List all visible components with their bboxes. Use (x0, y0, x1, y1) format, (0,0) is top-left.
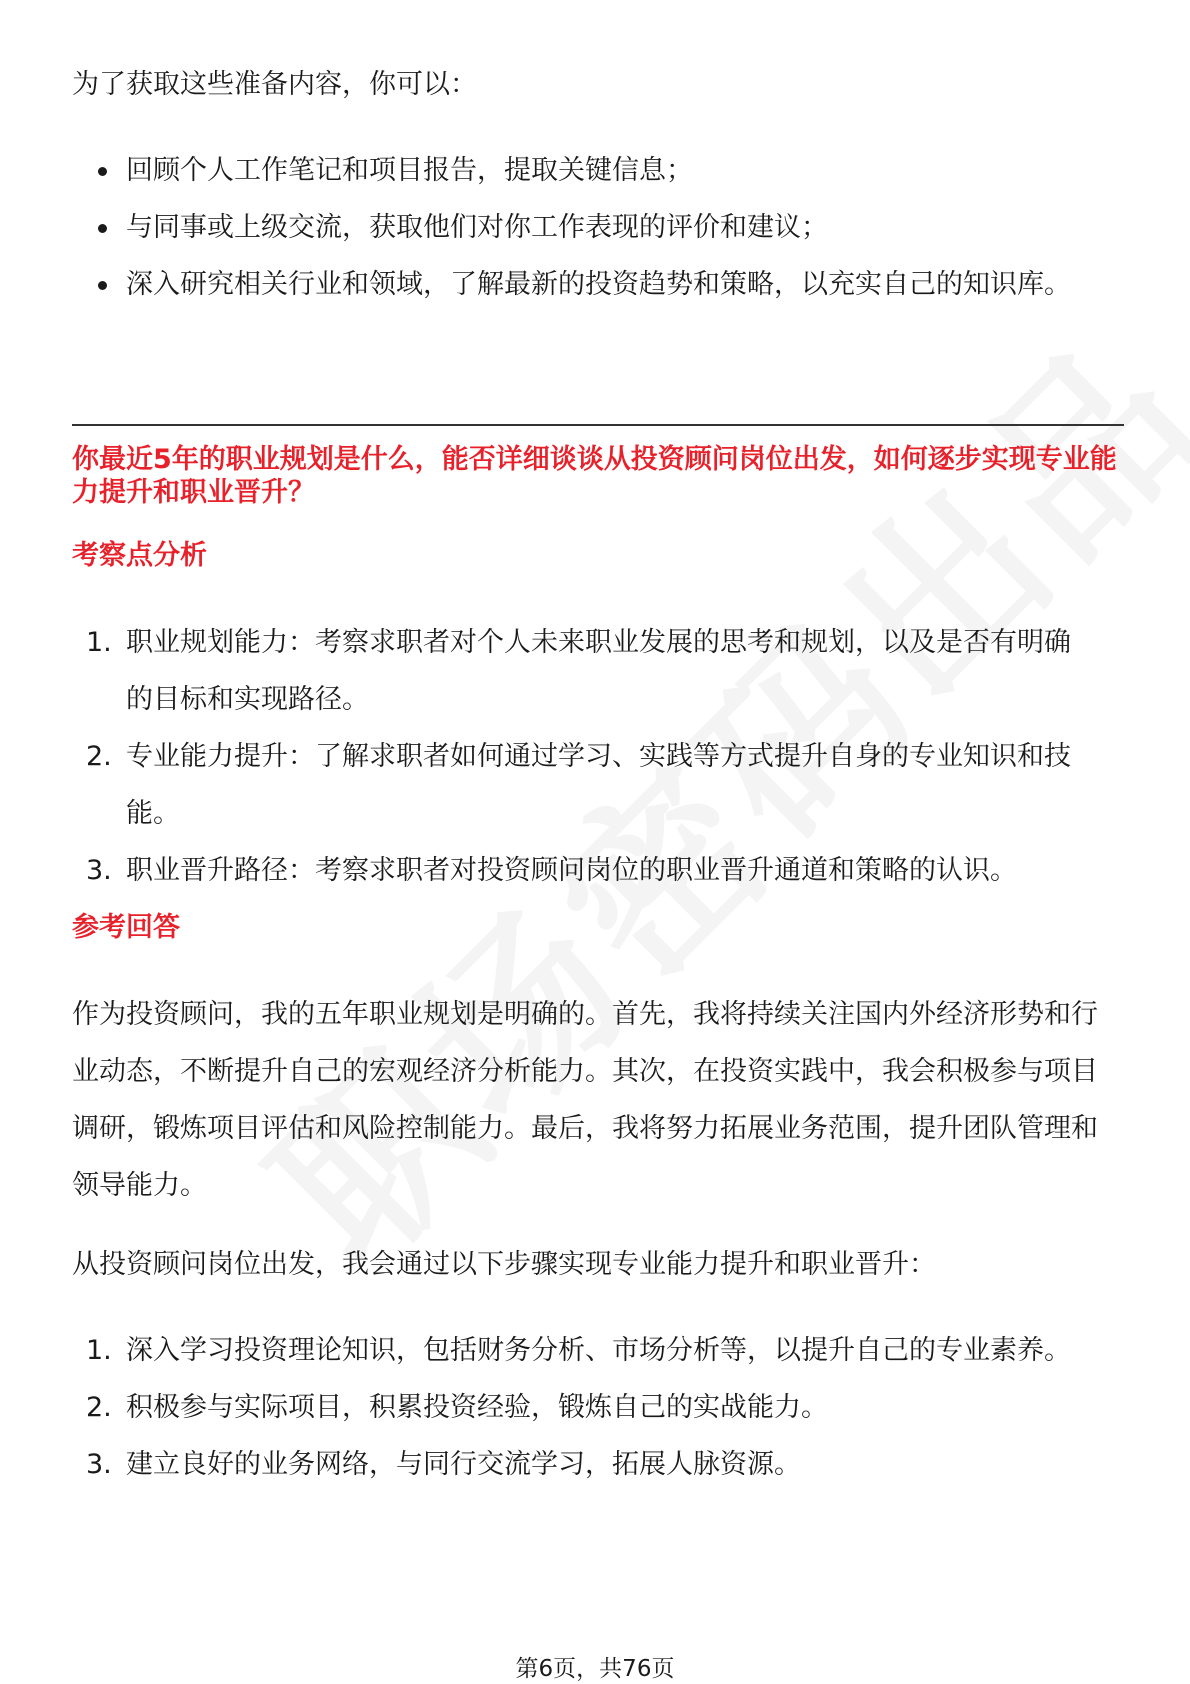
list-item: 与同事或上级交流，获取他们对你工作表现的评价和建议； (72, 199, 1072, 256)
answer-title: 参考回答 (72, 912, 180, 943)
list-item: 3. 职业晋升路径：考察求职者对投资顾问岗位的职业晋升通道和策略的认识。 (86, 855, 1017, 886)
divider (72, 424, 1124, 426)
list-item: 3. 建立良好的业务网络，与同行交流学习，拓展人脉资源。 (86, 1449, 801, 1480)
list-item: 2. 积极参与实际项目，积累投资经验，锻炼自己的实战能力。 (86, 1392, 828, 1423)
answer-paragraph-2: 从投资顾问岗位出发，我会通过以下步骤实现专业能力提升和职业晋升： (72, 1249, 936, 1280)
bullet-icon (98, 167, 107, 176)
list-item: 1. 深入学习投资理论知识，包括财务分析、市场分析等，以提升自己的专业素养。 (86, 1335, 1071, 1366)
page-number: 第6页，共76页 (515, 1656, 675, 1682)
answer-paragraph: 作为投资顾问，我的五年职业规划是明确的。首先，我将持续关注国内外经济形势和行业动态，不断提升自己的宏观经济分析能力。其次，在投资实践中，我会积极参与项目调研，锻炼项目评估和风险控制能力。最后，我将努力拓展业务范围，提升团队管理和领导能力。 (72, 999, 1098, 1201)
list-item: 2. 专业能力提升：了解求职者如何通过学习、实践等方式提升自身的专业知识和技能。 (86, 741, 1071, 829)
prep-list (72, 142, 1072, 313)
analysis-title: 考察点分析 (72, 540, 207, 571)
list-item: 回顾个人工作笔记和项目报告，提取关键信息； (72, 142, 1072, 199)
list-item: 1. 职业规划能力：考察求职者对个人未来职业发展的思考和规划，以及是否有明确的目标和实现路径。 (86, 627, 1071, 715)
steps-list (72, 1322, 1072, 1493)
intro-text: 为了获取这些准备内容，你可以： (72, 69, 477, 100)
question-heading: 你最近5年的职业规划是什么，能否详细谈谈从投资顾问岗位出发，如何逐步实现专业能力提升和职业晋升？ (72, 444, 1117, 508)
list-item: 深入研究相关行业和领域，了解最新的投资趋势和策略，以充实自己的知识库。 (72, 256, 1072, 313)
analysis-list (72, 614, 1072, 899)
bullet-icon (98, 224, 107, 233)
bullet-icon (98, 281, 107, 290)
